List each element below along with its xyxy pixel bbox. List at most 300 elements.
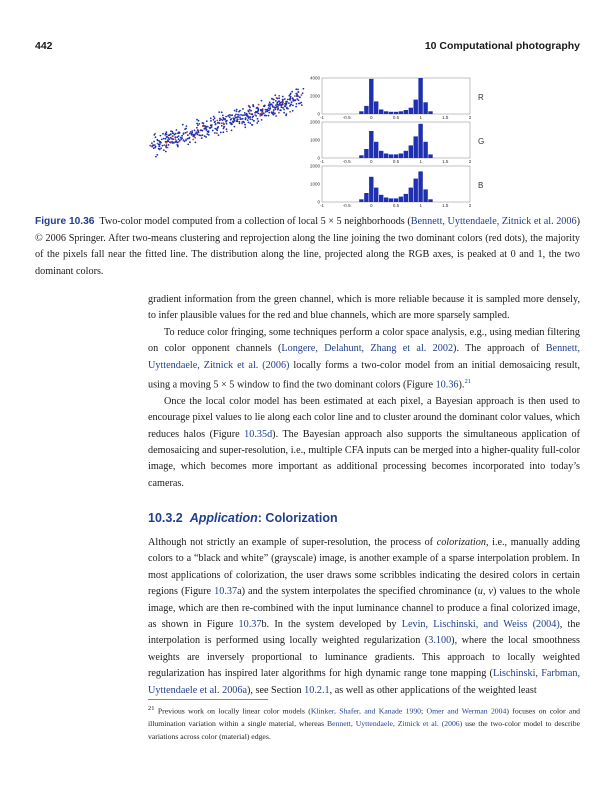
scatter-point xyxy=(277,104,279,106)
scatter-point xyxy=(260,109,262,111)
scatter-point xyxy=(252,124,254,126)
scatter-point xyxy=(250,110,252,112)
scatter-point xyxy=(170,133,172,135)
scatter-point xyxy=(257,111,259,113)
scatter-point xyxy=(191,132,193,134)
scatter-point xyxy=(152,144,154,146)
body-text-bottom xyxy=(148,535,580,699)
scatter-point xyxy=(189,141,191,143)
scatter-point xyxy=(294,95,296,97)
channel-label: B xyxy=(478,181,484,190)
scatter-point xyxy=(162,145,164,147)
scatter-point xyxy=(247,110,249,112)
scatter-point xyxy=(226,128,228,130)
histogram-bar xyxy=(423,189,427,202)
x-tick-label: 1.5 xyxy=(442,115,449,120)
scatter-point xyxy=(282,96,284,98)
channel-label: R xyxy=(478,93,484,102)
scatter-point xyxy=(287,99,289,101)
citation-link[interactable]: Longere, Delahunt, Zhang et al. 2002 xyxy=(281,343,454,355)
chapter-title: 10 Computational photography xyxy=(424,40,580,52)
histogram-bar xyxy=(414,179,418,202)
scatter-point xyxy=(273,111,275,113)
figure-10-36 xyxy=(150,75,495,208)
scatter-point xyxy=(239,121,241,123)
footnote-marker[interactable]: 21 xyxy=(464,378,471,386)
scatter-point xyxy=(231,130,233,132)
figure-label: Figure 10.36 xyxy=(35,216,95,227)
scatter-point xyxy=(296,103,298,105)
histogram-bar xyxy=(418,124,422,158)
scatter-point xyxy=(200,129,202,131)
scatter-point xyxy=(301,94,303,96)
scatter-point xyxy=(195,142,197,144)
x-tick-label: -0.5 xyxy=(342,159,351,164)
scatter-point xyxy=(263,112,265,114)
scatter-point xyxy=(192,139,194,141)
histogram-bar xyxy=(374,142,378,158)
scatter-point xyxy=(292,105,294,107)
histogram-bar xyxy=(404,151,408,158)
histogram-bar xyxy=(399,111,403,114)
scatter-point xyxy=(222,131,224,133)
scatter-point xyxy=(151,142,153,144)
citation-link[interactable]: Bennett, Uyttendaele, Zitnick et al. 2006 xyxy=(410,216,577,227)
scatter-point xyxy=(269,102,271,104)
scatter-point xyxy=(273,113,275,115)
scatter-point xyxy=(256,107,258,109)
page-number: 442 xyxy=(35,40,53,52)
x-tick-label: 0 xyxy=(370,115,373,120)
x-tick-label: 0 xyxy=(370,203,373,208)
citation-link[interactable]: Levin, Lischinski, and Weiss (2004) xyxy=(401,619,560,631)
scatter-point xyxy=(189,133,191,135)
histogram-bar xyxy=(409,108,413,114)
scatter-point xyxy=(237,114,239,116)
scatter-point xyxy=(198,134,200,136)
scatter-point xyxy=(244,124,246,126)
footnote-number: 21 xyxy=(148,705,155,712)
scatter-point xyxy=(157,143,159,145)
y-tick-label: 4000 xyxy=(309,75,320,81)
scatter-point xyxy=(242,115,244,117)
scatter-point xyxy=(167,147,169,149)
scatter-point xyxy=(168,144,170,146)
scatter-point xyxy=(246,113,248,115)
scatter-point xyxy=(249,113,251,115)
scatter-point xyxy=(247,119,249,121)
y-tick-label: 1000 xyxy=(309,137,320,143)
scatter-point xyxy=(174,136,176,138)
equation-link[interactable]: 3.100 xyxy=(428,635,452,647)
scatter-point xyxy=(277,109,279,111)
histogram-bar xyxy=(369,177,373,202)
scatter-point xyxy=(256,122,258,124)
scatter-point xyxy=(252,105,254,107)
scatter-point xyxy=(214,117,216,119)
scatter-point xyxy=(202,125,204,127)
scatter-point xyxy=(281,106,283,108)
scatter-point xyxy=(223,126,225,128)
scatter-point xyxy=(273,109,275,111)
scatter-point xyxy=(198,123,200,125)
scatter-point xyxy=(277,98,279,100)
scatter-point xyxy=(153,141,155,143)
scatter-point xyxy=(159,141,161,143)
scatter-point xyxy=(182,124,184,126)
scatter-point xyxy=(201,137,203,139)
scatter-point xyxy=(172,142,174,144)
scatter-point xyxy=(194,130,196,132)
paragraph: To reduce color fringing, some techniques perform a color space analysis, e.g., using median filtering on color opponent channels (Longere, Delahunt, Zhang et al. 2002). The approach of Bennett, Uyttendaele, Zitnick et al. (2006) locally forms a two-color model from an initial demosaicing result, using a moving 5 × 5 window to find the two dominant colors (Figure 10.36).$^{21}$ xyxy=(148,326,580,391)
scatter-point xyxy=(169,141,171,143)
scatter-point xyxy=(161,139,163,141)
histogram-bar xyxy=(384,154,388,159)
histogram-bar xyxy=(384,198,388,203)
scatter-point xyxy=(210,120,212,122)
scatter-point xyxy=(257,118,259,120)
histogram-R xyxy=(310,76,484,121)
scatter-point xyxy=(275,108,277,110)
x-tick-label: -0.5 xyxy=(342,203,351,208)
scatter-point xyxy=(207,131,209,133)
section-heading xyxy=(148,511,580,525)
scatter-point xyxy=(231,114,233,116)
citation-link[interactable]: Klinker, Shafer, and Kanade 1990 xyxy=(310,706,422,716)
scatter-point xyxy=(191,130,193,132)
scatter-point xyxy=(234,110,236,112)
scatter-point xyxy=(280,104,282,106)
histogram-bar xyxy=(404,110,408,114)
scatter-point xyxy=(227,115,229,117)
histogram-bar xyxy=(359,155,363,158)
scatter-point xyxy=(207,126,209,128)
scatter-point xyxy=(168,138,170,140)
scatter-point xyxy=(291,91,293,93)
scatter-point xyxy=(297,95,299,97)
scatter-point xyxy=(278,112,280,114)
histogram-bar xyxy=(379,151,383,158)
x-tick-label: 0.5 xyxy=(392,115,400,120)
scatter-point xyxy=(165,151,167,153)
histogram-bar xyxy=(414,100,418,114)
scatter-point xyxy=(300,102,302,104)
scatter-point xyxy=(264,105,266,107)
scatter-point xyxy=(254,114,256,116)
histogram-bar xyxy=(428,199,432,202)
scatter-point xyxy=(243,121,245,123)
x-tick-label: 0.5 xyxy=(392,159,400,164)
scatter-point xyxy=(295,93,297,95)
y-tick-label: 2000 xyxy=(309,93,320,99)
histogram-bar xyxy=(414,136,418,158)
y-tick-label: 0 xyxy=(317,111,320,117)
scatter-point xyxy=(233,122,235,124)
scatter-point xyxy=(155,156,157,158)
figure-caption xyxy=(35,214,580,280)
citation-link[interactable]: Omer and Werman 2004 xyxy=(426,706,507,716)
scatter-point xyxy=(292,110,294,112)
scatter-point xyxy=(292,97,294,99)
scatter-point xyxy=(278,97,280,99)
y-tick-label: 2000 xyxy=(309,163,320,169)
scatter-point xyxy=(239,117,241,119)
scatter-point xyxy=(265,111,267,113)
x-tick-label: 1 xyxy=(419,115,422,120)
scatter-point xyxy=(221,122,223,124)
scatter-point xyxy=(289,111,291,113)
scatter-point xyxy=(262,110,264,112)
histogram-bar xyxy=(394,112,398,114)
scatter-point xyxy=(163,144,165,146)
scatter-point xyxy=(268,107,270,109)
scatter-point xyxy=(234,115,236,117)
scatter-point xyxy=(246,115,248,117)
scatter-point xyxy=(235,117,237,119)
scatter-point xyxy=(295,106,297,108)
x-tick-label: 1 xyxy=(419,203,422,208)
scatter-point xyxy=(166,136,168,138)
scatter-point xyxy=(264,114,266,116)
histogram-bar xyxy=(369,131,373,158)
scatter-point xyxy=(155,136,157,138)
scatter-point xyxy=(285,101,287,103)
scatter-point xyxy=(154,144,156,146)
scatter-point xyxy=(170,137,172,139)
scatter-point xyxy=(218,111,220,113)
scatter-point xyxy=(185,128,187,130)
scatter-point xyxy=(236,109,238,111)
citation-link[interactable]: Bennett, Uyttendaele, Zitnick et al. (2006) xyxy=(327,719,463,729)
histogram-bar xyxy=(418,78,422,114)
scatter-point xyxy=(220,132,222,134)
figure-link[interactable]: 10.37 xyxy=(214,586,238,598)
scatter-point xyxy=(261,100,263,102)
scatter-point xyxy=(188,138,190,140)
x-tick-label: 2 xyxy=(468,203,472,208)
scatter-point xyxy=(289,97,291,99)
scatter-point xyxy=(222,122,224,124)
scatter-point xyxy=(239,123,241,125)
plot-frame xyxy=(322,166,470,202)
scatter-point xyxy=(261,119,263,121)
scatter-point xyxy=(156,154,158,156)
scatter-point xyxy=(183,132,185,134)
histogram-bar xyxy=(374,188,378,202)
citation-link[interactable]: Bennett, Uyttendaele, Zitnick et al. (2006) xyxy=(148,343,580,371)
scatter-point xyxy=(248,117,250,119)
figure-link[interactable]: 10.35d xyxy=(244,428,273,440)
section-link[interactable]: 10.2.1 xyxy=(304,684,330,696)
scatter-point xyxy=(218,134,220,136)
y-tick-label: 0 xyxy=(317,199,320,205)
scatter-point xyxy=(165,142,167,144)
scatter-point xyxy=(221,125,223,127)
scatter-point xyxy=(196,127,198,129)
scatter-point xyxy=(288,102,290,104)
y-tick-label: 0 xyxy=(317,155,320,161)
histogram-bar xyxy=(389,112,393,114)
scatter-point xyxy=(295,88,297,90)
scatter-point xyxy=(217,122,219,124)
x-tick-label: -1 xyxy=(319,203,325,208)
scatter-point xyxy=(207,133,209,135)
scatter-point xyxy=(251,119,253,121)
scatter-point xyxy=(290,104,292,106)
scatter-point xyxy=(278,95,280,97)
scatter-point xyxy=(210,117,212,119)
scatter-point xyxy=(226,123,228,125)
scatter-point xyxy=(298,99,300,101)
histogram-bar xyxy=(379,195,383,202)
histogram-bar xyxy=(409,188,413,202)
scatter-point xyxy=(187,138,189,140)
y-tick-label: 1000 xyxy=(309,181,320,187)
footnote: $^{21}$ Previous work on locally linear color models (Klinker, Shafer, and Kanade 1990; Omer and Werman 2004) focuses on color and illumination variation within a single material, whereas Bennett, Uyttendaele, Zitnick et al. (2006) use the two-color model to describe variations across color (material) edges. xyxy=(148,705,581,741)
scatter-point xyxy=(278,101,280,103)
scatter-plot xyxy=(149,88,304,158)
scatter-point xyxy=(162,133,164,135)
histogram-bar xyxy=(399,197,403,202)
scatter-point xyxy=(249,116,251,118)
x-tick-label: -1 xyxy=(319,115,325,120)
figure-link[interactable]: 10.36 xyxy=(435,379,459,391)
scatter-point xyxy=(299,96,301,98)
scatter-point xyxy=(251,113,253,115)
scatter-point xyxy=(196,123,198,125)
scatter-point xyxy=(166,144,168,146)
paragraph: Once the local color model has been estimated at each pixel, a Bayesian approach is then used to encourage pixel values to lie along each color line and to cluster around the dominant color values, which reduces halos (Figure 10.35d). The Bayesian approach also supports the simultaneous application of demosaicing and super-resolution, i.e., multiple CFA inputs can be merged into a higher-quality full-color image, which becomes more important as additional processing becomes incorporated into today’s cameras. xyxy=(148,395,580,489)
scatter-point xyxy=(292,100,294,102)
y-tick-label: 2000 xyxy=(309,119,320,125)
scatter-point xyxy=(240,118,242,120)
scatter-point xyxy=(244,112,246,114)
scatter-point xyxy=(193,134,195,136)
scatter-point xyxy=(174,134,176,136)
scatter-point xyxy=(163,149,165,151)
scatter-point xyxy=(289,94,291,96)
scatter-point xyxy=(265,109,267,111)
histogram-panels xyxy=(310,76,484,209)
scatter-point xyxy=(187,134,189,136)
x-tick-label: 2 xyxy=(468,159,472,164)
scatter-point xyxy=(253,120,255,122)
scatter-point xyxy=(186,131,188,133)
figure-link[interactable]: 10.37 xyxy=(238,619,262,631)
footnote-rule xyxy=(148,699,268,700)
scatter-point xyxy=(206,129,208,131)
scatter-point xyxy=(197,129,199,131)
histogram-bar xyxy=(364,193,368,202)
scatter-point xyxy=(237,118,239,120)
scatter-point xyxy=(204,125,206,127)
histogram-bar xyxy=(394,154,398,158)
scatter-point xyxy=(156,139,158,141)
scatter-point xyxy=(217,126,219,128)
scatter-point xyxy=(158,145,160,147)
x-tick-label: 1.5 xyxy=(442,203,449,208)
scatter-point xyxy=(267,110,269,112)
histogram-bar xyxy=(379,110,383,115)
citation-link[interactable]: Lischinski, Farbman, Uyttendaele et al. 2006a xyxy=(148,668,580,696)
histogram-bar xyxy=(428,154,432,158)
scatter-point xyxy=(268,103,270,105)
scatter-point xyxy=(248,105,250,107)
histogram-B xyxy=(310,164,483,209)
scatter-point xyxy=(245,117,247,119)
scatter-point xyxy=(178,131,180,133)
scatter-point xyxy=(275,115,277,117)
x-tick-label: 0 xyxy=(370,159,373,164)
scatter-point xyxy=(165,138,167,140)
section-title: : Colorization xyxy=(257,511,338,525)
caption-text: ) © 2006 Springer. After two-means clustering and reprojection along the line joining the two dominant colors (red dots), the majority of the pixels fall near the fitted line. The distribution along the line, projected along the RGB axes, is peaked at 0 and 1, the two dominant colors. xyxy=(35,216,580,277)
scatter-point xyxy=(268,115,270,117)
scatter-point xyxy=(240,114,242,116)
channel-label: G xyxy=(478,137,485,146)
scatter-point xyxy=(204,135,206,137)
scatter-point xyxy=(274,107,276,109)
scatter-point xyxy=(186,125,188,127)
scatter-point xyxy=(185,140,187,142)
scatter-point xyxy=(259,113,261,115)
scatter-point xyxy=(229,114,231,116)
scatter-point xyxy=(171,131,173,133)
scatter-point xyxy=(209,127,211,129)
histogram-bar xyxy=(364,106,368,114)
histogram-bar xyxy=(359,111,363,114)
scatter-point xyxy=(176,129,178,131)
scatter-point xyxy=(222,117,224,119)
scatter-point xyxy=(274,94,276,96)
scatter-point xyxy=(280,109,282,111)
scatter-point xyxy=(160,135,162,137)
scatter-point xyxy=(284,105,286,107)
scatter-point xyxy=(257,113,259,115)
scatter-point xyxy=(221,111,223,113)
scatter-point xyxy=(213,119,215,121)
scatter-point xyxy=(225,121,227,123)
scatter-point xyxy=(273,99,275,101)
scatter-point xyxy=(175,138,177,140)
scatter-point xyxy=(252,116,254,118)
scatter-point xyxy=(176,140,178,142)
scatter-point xyxy=(177,146,179,148)
scatter-point xyxy=(268,112,270,114)
x-tick-label: 1 xyxy=(419,159,422,164)
scatter-point xyxy=(283,109,285,111)
scatter-point xyxy=(150,145,152,147)
scatter-point xyxy=(303,88,305,90)
scatter-point xyxy=(282,107,284,109)
scatter-point xyxy=(176,144,178,146)
scatter-point xyxy=(202,134,204,136)
scatter-point xyxy=(195,132,197,134)
histogram-bar xyxy=(389,198,393,202)
scatter-point xyxy=(241,123,243,125)
plot-frame xyxy=(322,78,470,114)
scatter-point xyxy=(178,138,180,140)
scatter-point xyxy=(237,116,239,118)
scatter-point xyxy=(158,148,160,150)
scatter-point xyxy=(297,89,299,91)
scatter-point xyxy=(248,122,250,124)
scatter-point xyxy=(234,126,236,128)
histogram-bar xyxy=(418,171,422,202)
scatter-point xyxy=(229,116,231,118)
scatter-point xyxy=(271,98,273,100)
scatter-point xyxy=(285,115,287,117)
